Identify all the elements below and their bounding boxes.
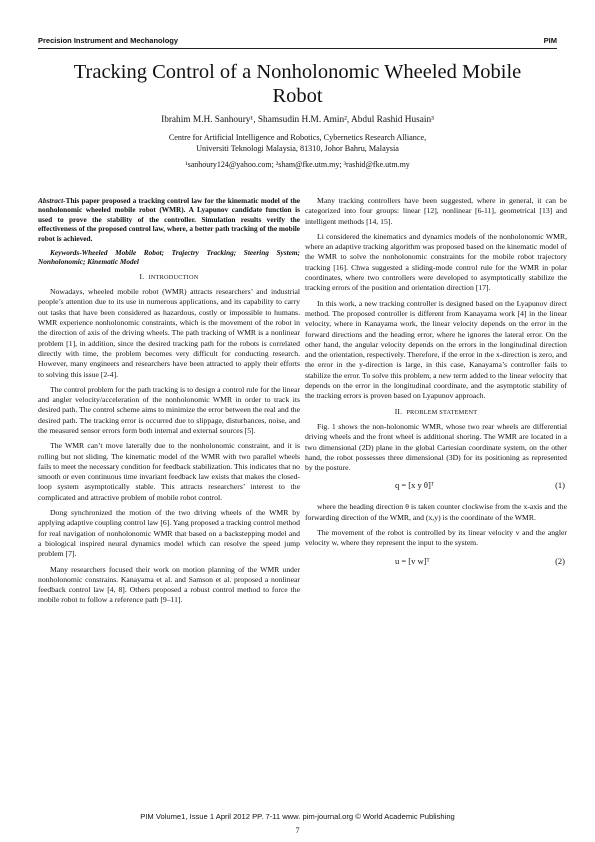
paragraph: The control problem for the path tracking is to design a control rule for the linear and angler velocity/acceleration of the nonholonomic WMR in order to track its desired path. The control scheme aims to minimize the error between the real and the desired path. The tracking error is occurred due to slippage, disturbances, noise, and the measured sensor errors form both internal and external sources [5]. (38, 384, 300, 435)
affiliation-line: Centre for Artificial Intelligence and Robotics, Cybernetics Research Alliance, (168, 133, 427, 142)
right-column (305, 196, 567, 578)
abstract-label: Abstract- (38, 196, 66, 205)
paragraph: Nowadays, wheeled mobile robot (WMR) attracts researchers’ and industrial people’s attention due to its use in numerous applications, and its capability to carry out tasks that have been considered as hazardous, costly or impossible to humans. WMR experience nonholonomic constraints, which is the movement of the robot in the direction of axis of the driving wheels. The path tracking of WMR is a nonlinear problem [1], in addition, since the desired tracking path for the robots is correlated directly with time, the problem becomes very difficult for conducting research. However, many engineers and researchers have been attracted to apply their efforts to solving this issue [2-4]. (38, 287, 300, 379)
paragraph: Dong synchronized the motion of the two driving wheels of the WMR by applying adaptive coupling control law [6]. Yang proposed a tracking control method for real navigation of nonholonomic WMR that based on a backstepping model and a biological inspired neural dynamics model which can resolve the speed jump problem [7]. (38, 508, 300, 559)
keywords: Keywords-Wheeled Mobile Robot; Trajectry Tracking; Steering System; Nonholonomic; Kinematic Model (38, 248, 300, 267)
section-number: I. (139, 271, 145, 281)
left-column (38, 196, 300, 611)
abstract (38, 196, 300, 243)
paragraph: Many researchers focused their work on motion planning of the WMR under nonholonomic constrains. Kanayama et al. and Samson et al. proposed a nonlinear feedback control law [4, 8]. Others proposed a robust control method to force the mobile robot to follow a reference path [9–11]. (38, 564, 300, 605)
section-title: INTRODUCTION (148, 273, 199, 281)
equation-expression: q = [x y θ]ᵀ (395, 480, 434, 491)
section-heading-problem (305, 407, 567, 418)
paragraph: where the heading direction θ is taken counter clockwise from the x-axis and the forwarding direction of the WMR, and (x,y) is the coordinate of the WMR. (305, 502, 567, 522)
page-footer: PIM Volume1, Issue 1 April 2012 PP. 7-11 www. pim-journal.org © World Academic Publishing (140, 812, 455, 821)
paragraph: Fig. 1 shows the non-holonomic WMR, whose two rear wheels are differential driving wheels and the front wheel is additional shoring. The WMR are located in a two dimensional (2D) plane in the global Cartesian coordinate system, on the other hand, the robot possesses three dimensional (3D) for its positioning as represented by the posture. (305, 421, 567, 473)
section-title: PROBLEM STATEMENT (406, 408, 478, 416)
paragraph: In this work, a new tracking controller is designed based on the Lyapunov direct method. The proposed controller is different from Kanayama work [4] in the linear velocity, where in Kanayama work, the linear velocity depends on the error in the forward directions and the heading error, where he ignores the lateral error. On the other hand, the angular velocity depends on the errors in the longitudinal direction and the orientation, respectively. Therefore, if the error in the x-direction is zero, and the error in the y-direction is large, in this case, Kanayama’s controller fails to stabilize the error. To solve this problem, a new term added to the linear velocity that depends on the error in the longitudinal coordinate, and the asymptotic stability of the tracking errors is proven based on Lyapunov approach. (305, 298, 567, 401)
paper-title: Tracking Control of a Nonholonomic Wheeled Mobile Robot (73, 61, 522, 107)
emails: ¹sanhoury124@yahoo.com; ²sham@fke.utm.my; ³rashid@fke.utm.my (185, 160, 410, 169)
authors: Ibrahim M.H. Sanhoury¹, Shamsudin H.M. Amin², Abdul Rashid Husain³ (161, 115, 434, 125)
header-rule (38, 48, 557, 49)
page-number: 7 (295, 826, 300, 835)
section-number: II. (394, 406, 403, 416)
affiliation-line: Universiti Teknologi Malaysia, 81310, Johor Bahru, Malaysia (196, 144, 399, 153)
equation-number: (1) (555, 480, 565, 491)
equation-expression: u = [v w]ᵀ (395, 555, 430, 566)
abstract-text: This paper proposed a tracking control law for the kinematic model of the nonholonomic wheeled mobile robot (WMR). A Lyapunov candidate function is used to prove the stability of the controller. Simulation results verify the effectiveness of the proposed control law, where, a better path tracking of the mobile robot is achieved. (38, 196, 300, 243)
paragraph: The WMR can’t move laterally due to the nonholonomic constraint, and it is rolling but not sliding. The kinematic model of the WMR with two parallel wheels fails to meet the necessary condition for feedback stabilization. This indicates that no smooth or even continuous time invariant feedback law exists that makes the closed-loop system asymptotically stable. This attracts researchers’ interest to the complicated and attractive problem of mobile robot control. (38, 441, 300, 502)
equation-number: (2) (555, 555, 565, 566)
running-header (38, 36, 557, 48)
section-heading-intro (38, 272, 300, 283)
paragraph: Li considered the kinematics and dynamics models of the nonholonomic WMR, where an adaptive tracking algorithm was proposed based on the kinematic model of the WMR to solve the nonholonomic constraints for the mobile robot trajectory tracking [16]. Chwa suggested a sliding-mode control rule for the WMR in polar coordinates, where two controllers were developed to asymptotically stabilize the tracking errors of the position and orientation direction [17]. (305, 231, 567, 293)
equation-2 (305, 554, 567, 572)
paragraph: The movement of the robot is controlled by its linear velocity v and the angler velocity w, where they represent the input to the system. (305, 528, 567, 548)
journal-abbrev: PIM (543, 36, 557, 45)
equation-1 (305, 478, 567, 496)
paragraph: Many tracking controllers have been suggested, where in general, it can be categorized into four groups: linear [12], nonlinear [6-11], geometrical [13] and intelligent methods [14, 15]. (305, 196, 567, 226)
affiliation (60, 132, 535, 154)
journal-name: Precision Instrument and Mechanology (38, 36, 179, 45)
